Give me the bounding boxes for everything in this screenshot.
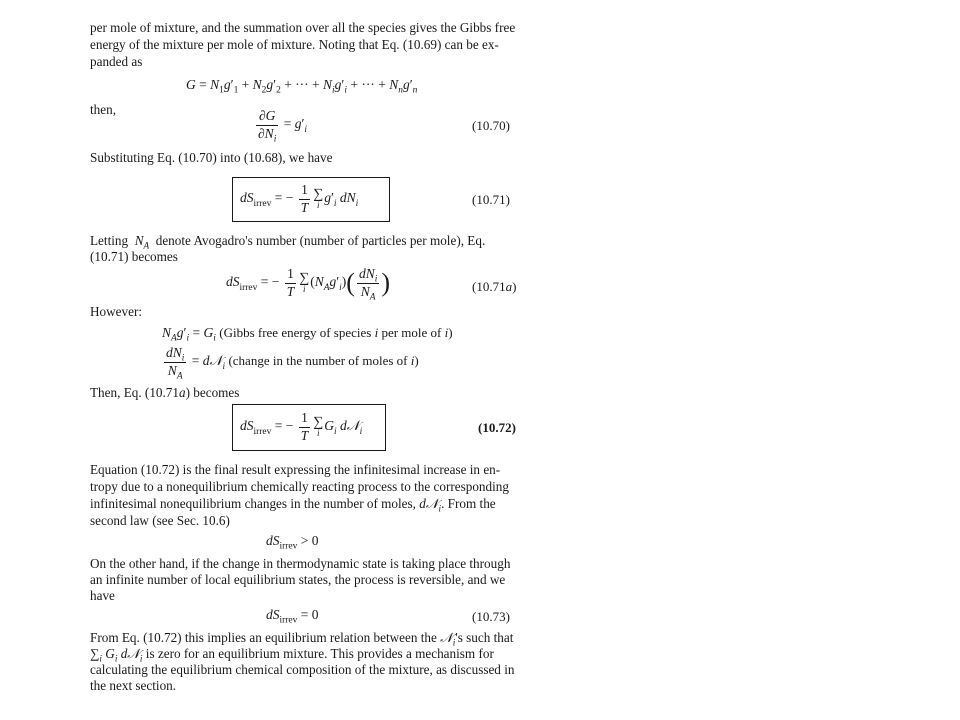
paragraph-line: the next section. <box>90 678 177 693</box>
equation-10-71a: $dS_{irrev}$ = − $\frac{1}{T}$ ∑ i $(N_Ag'_i)$( $\frac{dN_i}{N_A}$ ) <box>226 266 391 303</box>
equation-number: (10.73) <box>472 609 510 624</box>
equation-number: (10.70) <box>472 118 510 133</box>
paragraph-line: per mole of mixture, and the summation over all the species gives the Gibbs free <box>90 20 516 35</box>
equation-10-72: $dS_{irrev}$ = − $\frac{1}{T}$ ∑ i $G_i$ d𝒩$_i$ <box>240 410 363 443</box>
paragraph-line: Substituting Eq. (10.70) into (10.68), we have <box>90 150 333 165</box>
paragraph-line: panded as <box>90 54 143 69</box>
paragraph-line: have <box>90 588 115 603</box>
equation-number: (10.71a) <box>472 279 517 294</box>
equation-number: (10.71) <box>472 192 510 207</box>
equation-g-expansion: $G = N_1g'_1 + N_2g'_2$ + ··· + $N_ig'_i$ + ··· + $N_ng'_n$ <box>186 77 418 96</box>
paragraph-line: From Eq. (10.72) this implies an equilibrium relation between the 𝒩$_i$'s such that <box>90 630 514 648</box>
paragraph-line: (10.71) becomes <box>90 249 178 264</box>
paragraph-line: infinitesimal nonequilibrium changes in the number of moles, d𝒩$_i$. From the <box>90 496 496 514</box>
paragraph-line: $\sum_i$ $G_i$ d𝒩$_i$ is zero for an equilibrium mixture. This provides a mechanism for <box>90 646 494 664</box>
definition-moles: $\frac{dN_i}{N_A}$ = d𝒩$_i$ (change in the number of moles of i) <box>166 345 419 382</box>
paragraph-line: an infinite number of local equilibrium states, the process is reversible, and we <box>90 572 506 587</box>
paragraph-line: Letting $N_A$ denote Avogadro's number (number of particles per mole), Eq. <box>90 233 486 251</box>
paragraph-line: On the other hand, if the change in thermodynamic state is taking place through <box>90 556 511 571</box>
equation-10-73: $dS_{irrev} = 0$ <box>266 607 319 626</box>
equation-number: (10.72) <box>478 420 516 435</box>
paragraph-line: calculating the equilibrium chemical composition of the mixture, as discussed in <box>90 662 515 677</box>
paragraph-line: However: <box>90 304 142 319</box>
paragraph-line: then, <box>90 102 117 117</box>
paragraph-line: energy of the mixture per mole of mixture. Noting that Eq. (10.69) can be ex- <box>90 37 499 52</box>
paragraph-line: Equation (10.72) is the final result expressing the infinitesimal increase in en- <box>90 462 501 477</box>
paragraph-line: tropy due to a nonequilibrium chemically reacting process to the corresponding <box>90 479 509 494</box>
equation-10-71: $dS_{irrev}$ = − $\frac{1}{T}$ ∑ i $g'_i$ $dN_i$ <box>240 182 359 215</box>
equation-inequality: $dS_{irrev} > 0$ <box>266 533 319 552</box>
paragraph-line: Then, Eq. (10.71a) becomes <box>90 385 240 400</box>
paragraph-line: second law (see Sec. 10.6) <box>90 513 230 528</box>
definition-gibbs: $N_Ag'_i = G_i$ (Gibbs free energy of species i per mole of i) <box>162 325 453 344</box>
equation-10-70: $\frac{\partial G}{\partial N_i}$ = $g'_i$ <box>258 108 308 145</box>
